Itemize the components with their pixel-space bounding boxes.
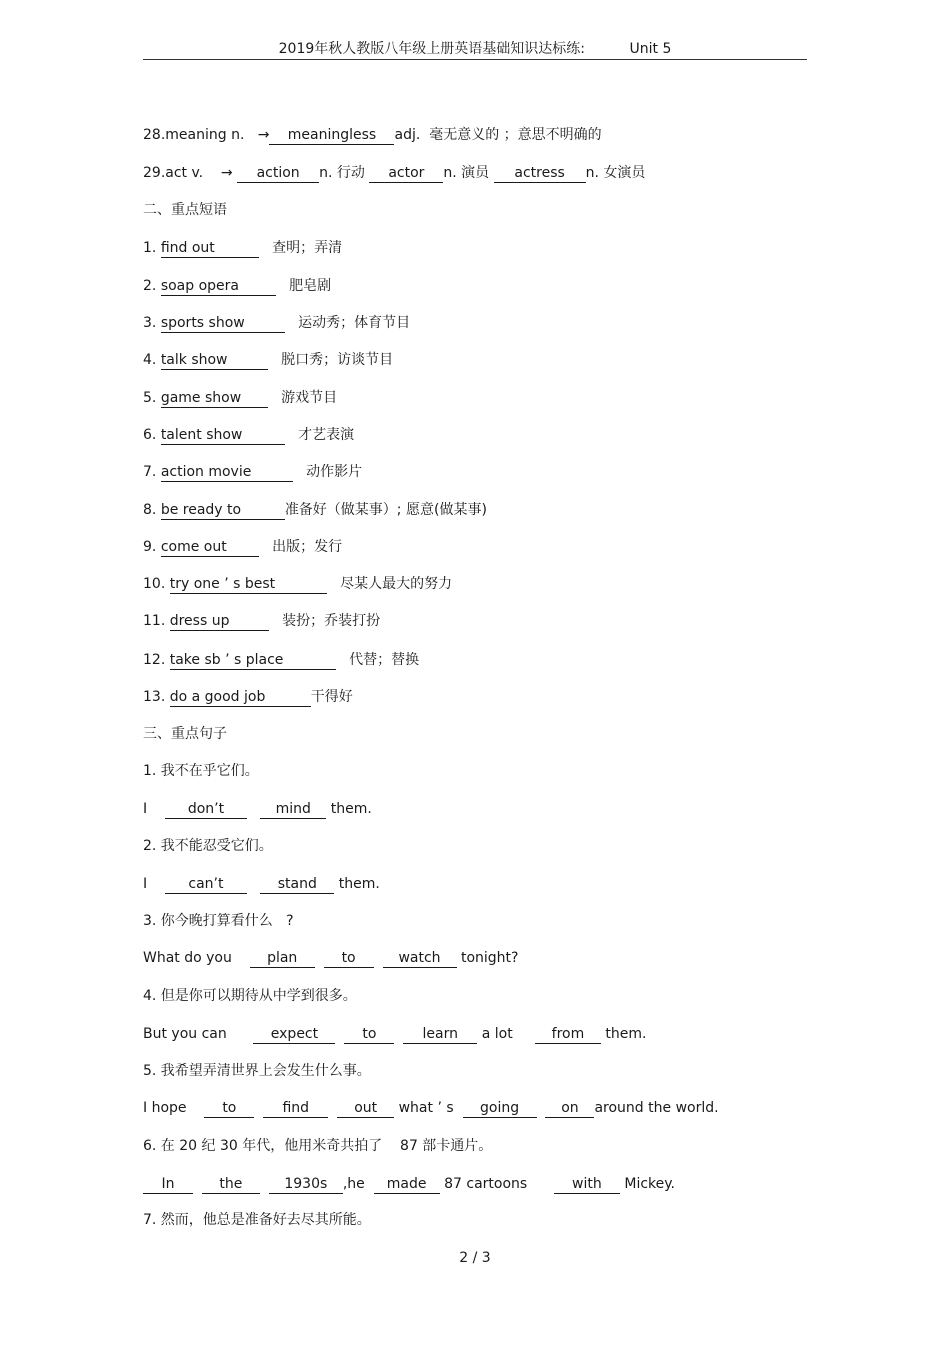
phrase-item: 4. talk show 脱口秀；访谈节目 (143, 352, 394, 368)
header-unit: Unit 5 (629, 41, 672, 57)
word-form-28: 28.meaning n. → meaningless adj. 毫无意义的 ；意思不明确的 (143, 127, 602, 143)
phrase-item: 7. action movie 动作影片 (143, 464, 363, 480)
answer-blank: action (237, 165, 319, 183)
answer-blank: actor (369, 165, 443, 183)
sentence-en: I can’t stand them. (143, 876, 380, 892)
sentence-cn: 5. 我希望弄清世界上会发生什么事。 (143, 1063, 371, 1079)
page-number: 2 / 3 (459, 1250, 491, 1266)
sentence-cn: 3. 你今晚打算看什么 ? (143, 913, 294, 929)
sentence-cn: 6. 在 20 纪 30 年代，他用米奇共拍了 87 部卡通片。 (143, 1138, 493, 1154)
answer-blank: meaningless (269, 127, 394, 145)
sentence-cn: 4. 但是你可以期待从中学到很多。 (143, 988, 357, 1004)
sentences-heading: 三、重点句子 (143, 726, 227, 742)
sentence-en: I hope to find out what ’ s going on around the world. (143, 1100, 719, 1116)
phrases-heading: 二、重点短语 (143, 202, 227, 218)
phrase-item: 8. be ready to 准备好（做某事）; 愿意(做某事) (143, 502, 487, 518)
sentence-cn: 1. 我不在乎它们。 (143, 763, 259, 779)
word-form-29: 29.act v. → action n. 行动 actor n. 演员 actress n. 女演员 (143, 165, 646, 181)
sentence-en: But you can expect to learn a lot from them. (143, 1026, 647, 1042)
sentence-cn: 2. 我不能忍受它们。 (143, 838, 273, 854)
phrase-item: 10. try one ’ s best 尽某人最大的努力 (143, 576, 453, 592)
phrase-item: 2. soap opera 肥皂剧 (143, 278, 332, 294)
page-header (143, 38, 807, 60)
phrase-item: 9. come out 出版；发行 (143, 539, 343, 555)
phrase-item: 13. do a good job 干得好 (143, 689, 353, 705)
phrase-item: 11. dress up 装扮；乔装打扮 (143, 613, 381, 629)
sentence-en: I don’t mind them. (143, 801, 372, 817)
phrase-item: 12. take sb ’ s place 代替；替换 (143, 652, 420, 668)
phrase-item: 1. find out 查明；弄清 (143, 240, 343, 256)
sentence-en: In the 1930s ,he made 87 cartoons with Mickey. (143, 1174, 675, 1194)
sentence-cn: 7. 然而，他总是准备好去尽其所能。 (143, 1212, 371, 1228)
phrase-item: 3. sports show 运动秀；体育节目 (143, 315, 411, 331)
sentence-en: What do you plan to watch tonight? (143, 950, 519, 966)
header-title: 2019年秋人教版八年级上册英语基础知识达标练: (278, 41, 585, 57)
phrase-item: 6. talent show 才艺表演 (143, 427, 355, 443)
answer-blank: actress (494, 165, 586, 183)
phrase-item: 5. game show 游戏节目 (143, 390, 338, 406)
